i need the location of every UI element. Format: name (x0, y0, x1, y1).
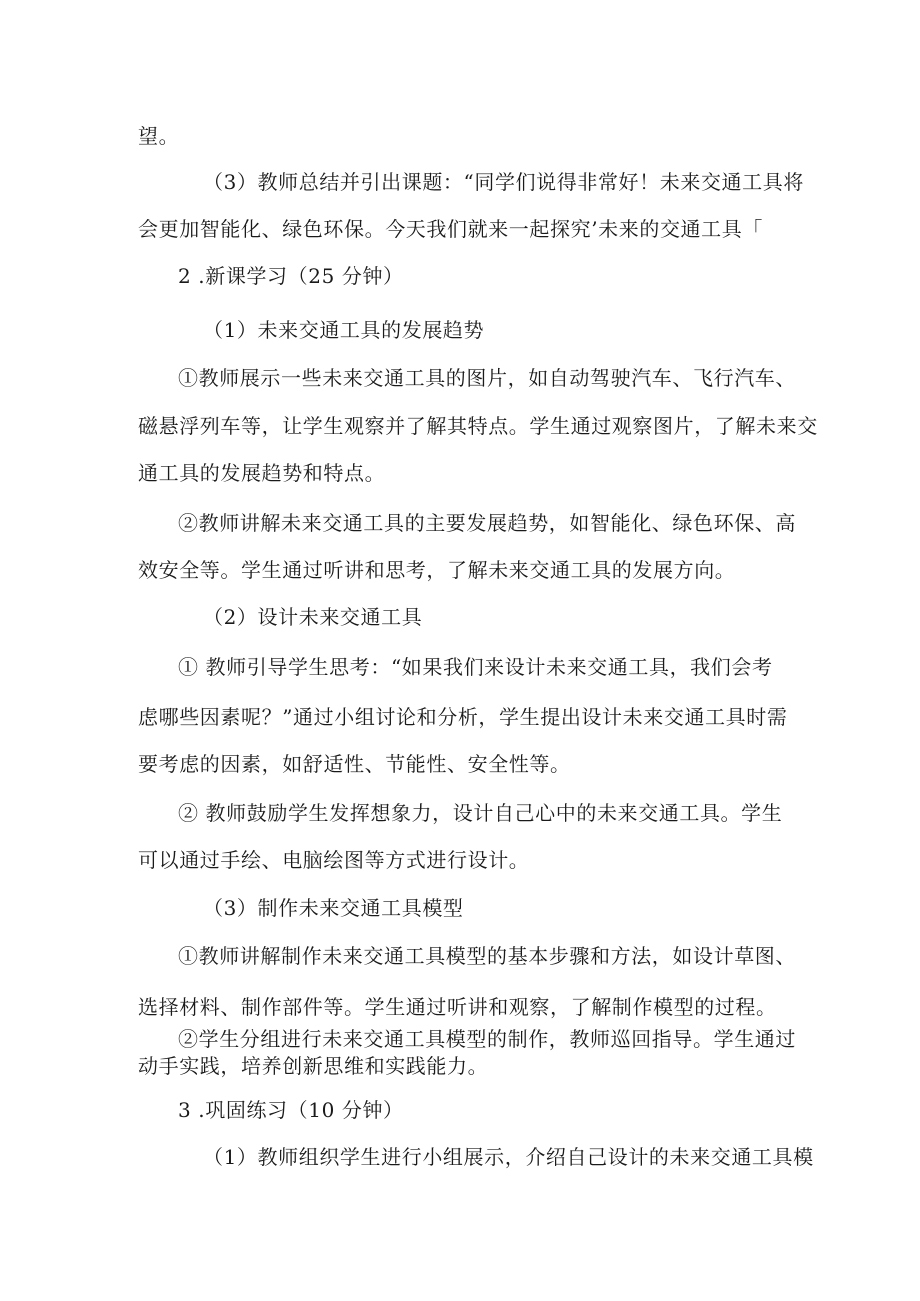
text-line: 磁悬浮列车等，让学生观察并了解其特点。学生通过观察图片，了解未来交 (138, 414, 818, 438)
subsection-heading-model: （3）制作未来交通工具模型 (203, 896, 464, 920)
text-line: 可以通过手绘、电脑绘图等方式进行设计。 (138, 848, 530, 872)
section-heading-practice: 3 .巩固练习（10 分钟） (178, 1098, 404, 1122)
text-line: 虑哪些因素呢？”通过小组讨论和分析，学生提出设计未来交通工具时需 (138, 705, 788, 729)
text-line: 会更加智能化、绿色环保。今天我们就来一起探究’未来的交通工具「 (138, 217, 763, 241)
subsection-heading-design: （2）设计未来交通工具 (203, 605, 423, 629)
text-line: ② 教师鼓励学生发挥想象力，设计自己心中的未来交通工具。学生 (178, 801, 783, 825)
text-line-continuation: 望。 (138, 124, 180, 148)
text-line: 动手实践，培养创新思维和实践能力。 (138, 1054, 489, 1078)
text-line: （1）教师组织学生进行小组展示，介绍自己设计的未来交通工具模 (203, 1145, 814, 1169)
text-line: ②学生分组进行未来交通工具模型的制作，教师巡回指导。学生通过 (178, 1027, 796, 1051)
text-line-summary-item: （3）教师总结并引出课题：“同学们说得非常好！未来交通工具将 (203, 170, 804, 194)
subsection-heading-trends: （1）未来交通工具的发展趋势 (203, 318, 485, 342)
text-line: 选择材料、制作部件等。学生通过听讲和观察，了解制作模型的过程。 (138, 995, 777, 1019)
text-line: ①教师讲解制作未来交通工具模型的基本步骤和方法，如设计草图、 (178, 944, 796, 968)
text-line: ②教师讲解未来交通工具的主要发展趋势，如智能化、绿色环保、高 (178, 511, 796, 535)
text-line: 要考虑的因素，如舒适性、节能性、安全性等。 (138, 752, 571, 776)
section-heading-new-lesson: 2 .新课学习（25 分钟） (178, 264, 404, 288)
text-line: 效安全等。学生通过听讲和思考，了解未来交通工具的发展方向。 (138, 558, 736, 582)
text-line: 通工具的发展趋势和特点。 (138, 461, 386, 485)
text-line: ①教师展示一些未来交通工具的图片，如自动驾驶汽车、飞行汽车、 (178, 366, 796, 390)
text-line: ① 教师引导学生思考：“如果我们来设计未来交通工具，我们会考 (178, 655, 773, 679)
